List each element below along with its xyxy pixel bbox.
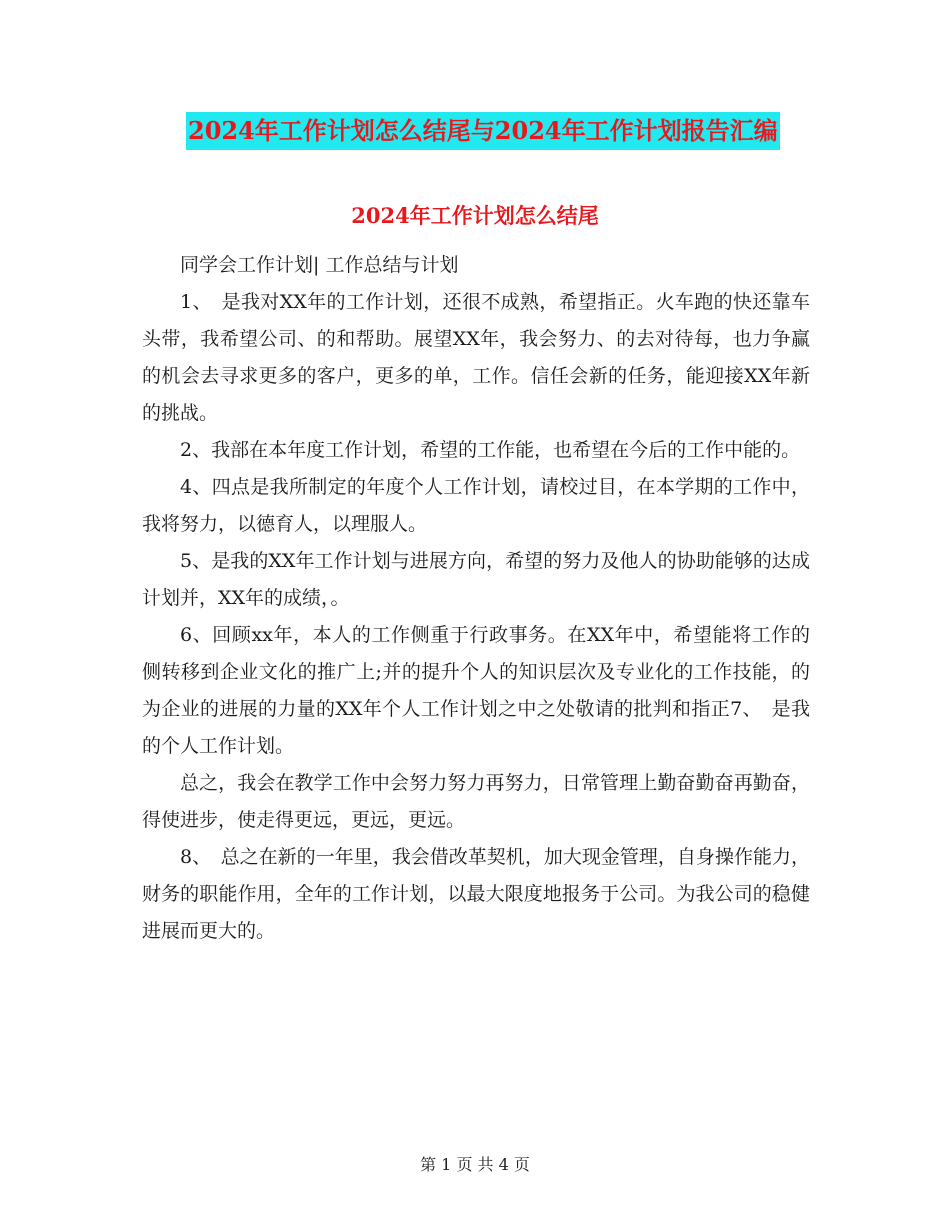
subtitle-separator: |	[313, 254, 320, 276]
paragraph-4: 5、是我的XX年工作计划与进展方向，希望的努力及他人的协助能够的达成计划并，XX年的成绩，。	[142, 550, 810, 609]
paragraph-5: 6、回顾xx年，本人的工作侧重于行政事务。在XX年中，希望能将工作的侧转移到企业文化的推广上;并的提升个人的知识层次及专业化的工作技能，的为企业的进展的力量的XX年个人工作计划之中之处敬请的批判和指正7、 是我的个人工作计划。	[142, 624, 810, 757]
paragraph-7: 8、 总之在新的一年里，我会借改革契机，加大现金管理，自身操作能力，财务的职能作用，全年的工作计划，以最大限度地报务于公司。为我公司的稳健进展而更大的。	[142, 846, 810, 942]
paragraph-1: 1、 是我对XX年的工作计划，还很不成熟，希望指正。火车跑的快还靠车头带，我希望公司、的和帮助。展望XX年，我会努力、的去对待每，也力争赢的机会去寻求更多的客户，更多的单，工作。信任会新的任务，能迎接XX年新的挑战。	[142, 291, 810, 424]
subtitle-line	[142, 247, 810, 284]
document-body	[142, 247, 810, 950]
paragraph-6: 总之，我会在教学工作中会努力努力再努力，日常管理上勤奋勤奋再勤奋，得使进步，使走得更远，更远，更远。	[142, 772, 810, 831]
paragraph-2: 2、我部在本年度工作计划，希望的工作能，也希望在今后的工作中能的。	[180, 439, 801, 461]
paragraph-3: 4、四点是我所制定的年度个人工作计划，请校过目，在本学期的工作中，我将努力，以德育人，以理服人。	[142, 476, 810, 535]
document-title: 2024年工作计划怎么结尾与2024年工作计划报告汇编	[186, 112, 780, 150]
page-footer: 第 1 页 共 4 页	[420, 1155, 530, 1174]
subtitle-left: 同学会工作计划	[180, 254, 314, 276]
section-title: 2024年工作计划怎么结尾	[351, 203, 599, 228]
subtitle-right: 工作总结与计划	[319, 254, 459, 276]
